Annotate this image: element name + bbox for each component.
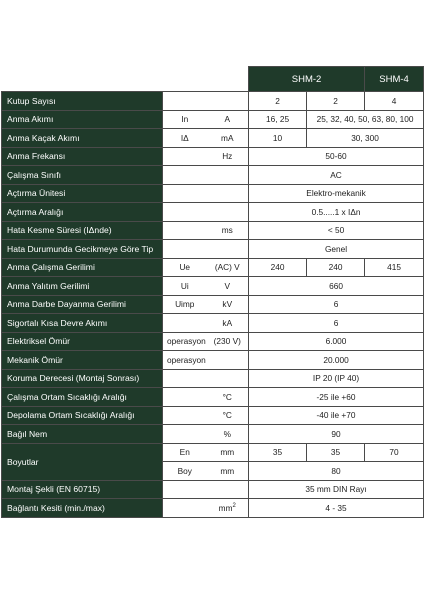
header-row (2, 67, 424, 92)
table-row (2, 129, 424, 148)
table-row (2, 166, 424, 185)
table-row (2, 277, 424, 296)
table-row (2, 314, 424, 333)
value-cell: 6 (249, 314, 424, 333)
symbol-cell (163, 499, 207, 518)
value-cell: 660 (249, 277, 424, 296)
row-label: Bağıl Nem (2, 425, 163, 444)
unit-cell (207, 203, 249, 222)
spec-table (1, 66, 424, 518)
row-label: Anma Kaçak Akımı (2, 129, 163, 148)
row-label: Depolama Ortam Sıcaklığı Aralığı (2, 406, 163, 425)
value-cell: 240 (307, 258, 365, 277)
unit-cell: V (207, 277, 249, 296)
unit-cell (207, 92, 249, 111)
value-cell: Elektro-mekanik (249, 184, 424, 203)
unit-superscript: 2 (232, 502, 236, 509)
value-cell: 2 (249, 92, 307, 111)
unit-cell (207, 351, 249, 370)
symbol-cell: Uimp (163, 295, 207, 314)
unit-cell (207, 499, 249, 518)
unit-cell: °C (207, 388, 249, 407)
table-row (2, 92, 424, 111)
value-cell: 16, 25 (249, 110, 307, 129)
table-row (2, 499, 424, 518)
unit-cell (207, 369, 249, 388)
table-row (2, 351, 424, 370)
row-label: Sigortalı Kısa Devre Akımı (2, 314, 163, 333)
symbol-cell (163, 480, 207, 499)
unit-cell: (230 V) (207, 332, 249, 351)
row-label: Anma Darbe Dayanma Gerilimi (2, 295, 163, 314)
table-row (2, 406, 424, 425)
table-row (2, 258, 424, 277)
table-row (2, 369, 424, 388)
row-label: Açtırma Ünitesi (2, 184, 163, 203)
symbol-cell: In (163, 110, 207, 129)
model-shm2-header: SHM-2 (249, 67, 365, 92)
unit-cell: (AC) V (207, 258, 249, 277)
value-cell: 6 (249, 295, 424, 314)
row-label: Elektriksel Ömür (2, 332, 163, 351)
value-cell: 0.5.....1 x IΔn (249, 203, 424, 222)
symbol-cell (163, 92, 207, 111)
row-label: Çalışma Sınıfı (2, 166, 163, 185)
unit-cell: kA (207, 314, 249, 333)
value-cell: 415 (365, 258, 424, 277)
symbol-cell (163, 406, 207, 425)
table-row (2, 221, 424, 240)
symbol-cell (163, 369, 207, 388)
model-shm4-header: SHM-4 (365, 67, 424, 92)
symbol-cell (163, 425, 207, 444)
value-cell: -25 ile +60 (249, 388, 424, 407)
unit-cell: kV (207, 295, 249, 314)
table-row (2, 184, 424, 203)
table-row (2, 388, 424, 407)
value-cell: 4 - 35 (249, 499, 424, 518)
unit-cell: mm (207, 443, 249, 462)
table-row (2, 332, 424, 351)
symbol-cell (163, 240, 207, 259)
row-label: Koruma Derecesi (Montaj Sonrası) (2, 369, 163, 388)
row-label: Anma Akımı (2, 110, 163, 129)
value-cell: -40 ile +70 (249, 406, 424, 425)
symbol-cell (163, 314, 207, 333)
symbol-cell: Ui (163, 277, 207, 296)
value-cell: 30, 300 (307, 129, 424, 148)
row-label: Hata Durumunda Gecikmeye Göre Tip (2, 240, 163, 259)
row-label: Kutup Sayısı (2, 92, 163, 111)
unit-cell (207, 480, 249, 499)
unit-cell: A (207, 110, 249, 129)
symbol-cell (163, 166, 207, 185)
unit-cell: ms (207, 221, 249, 240)
value-cell: 240 (249, 258, 307, 277)
unit-cell (207, 166, 249, 185)
table-row (2, 480, 424, 499)
row-label: Çalışma Ortam Sıcaklığı Aralığı (2, 388, 163, 407)
unit-cell: Hz (207, 147, 249, 166)
table-row (2, 425, 424, 444)
value-cell: 20.000 (249, 351, 424, 370)
value-cell: 2 (307, 92, 365, 111)
symbol-cell: Boy (163, 462, 207, 481)
symbol-cell: Ue (163, 258, 207, 277)
row-label: Boyutlar (2, 443, 163, 480)
table-row (2, 240, 424, 259)
table-row (2, 295, 424, 314)
value-cell: 6.000 (249, 332, 424, 351)
table-row (2, 203, 424, 222)
symbol-cell (163, 221, 207, 240)
row-label: Anma Çalışma Gerilimi (2, 258, 163, 277)
unit-cell (207, 240, 249, 259)
symbol-cell: En (163, 443, 207, 462)
value-cell: 90 (249, 425, 424, 444)
unit-cell: mm (207, 462, 249, 481)
value-cell: IP 20 (IP 40) (249, 369, 424, 388)
row-label: Hata Kesme Süresi (IΔnde) (2, 221, 163, 240)
symbol-cell (163, 388, 207, 407)
table-row (2, 443, 424, 462)
symbol-cell (163, 147, 207, 166)
value-cell: 25, 32, 40, 50, 63, 80, 100 (307, 110, 424, 129)
value-cell: 50-60 (249, 147, 424, 166)
row-label: Açtırma Aralığı (2, 203, 163, 222)
row-label: Anma Yalıtım Gerilimi (2, 277, 163, 296)
value-cell: 35 (249, 443, 307, 462)
unit-base: mm (218, 502, 233, 513)
value-cell: Genel (249, 240, 424, 259)
row-label: Montaj Şekli (EN 60715) (2, 480, 163, 499)
symbol-cell: IΔ (163, 129, 207, 148)
unit-cell (207, 184, 249, 203)
row-label: Anma Frekansı (2, 147, 163, 166)
row-label: Mekanik Ömür (2, 351, 163, 370)
value-cell: 10 (249, 129, 307, 148)
unit-cell: % (207, 425, 249, 444)
value-cell: AC (249, 166, 424, 185)
symbol-cell (163, 184, 207, 203)
value-cell: < 50 (249, 221, 424, 240)
unit-cell: °C (207, 406, 249, 425)
table-row (2, 110, 424, 129)
row-label: Bağlantı Kesiti (min./max) (2, 499, 163, 518)
table-row (2, 147, 424, 166)
symbol-cell: operasyon (163, 351, 207, 370)
value-cell: 80 (249, 462, 424, 481)
value-cell: 35 mm DIN Rayı (249, 480, 424, 499)
symbol-cell (163, 203, 207, 222)
value-cell: 70 (365, 443, 424, 462)
unit-cell: mA (207, 129, 249, 148)
symbol-cell: operasyon (163, 332, 207, 351)
value-cell: 4 (365, 92, 424, 111)
value-cell: 35 (307, 443, 365, 462)
